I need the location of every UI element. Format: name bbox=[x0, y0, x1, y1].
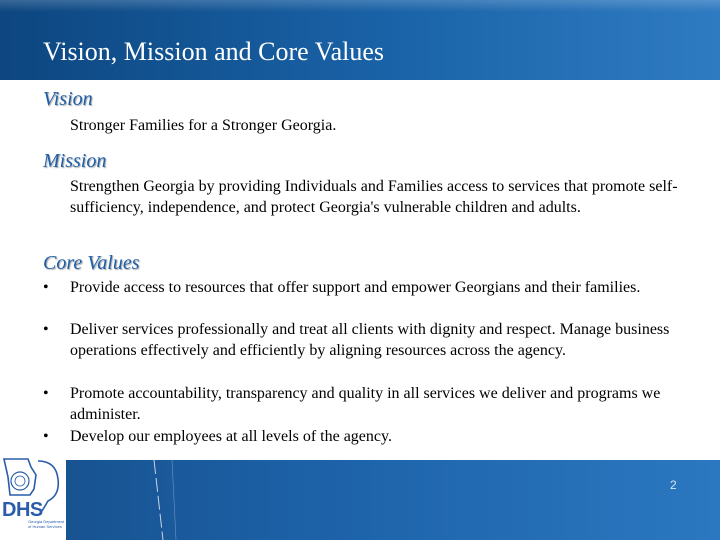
footer-bar bbox=[0, 460, 720, 540]
vision-heading: Vision bbox=[43, 88, 93, 110]
title-bar bbox=[0, 0, 720, 80]
slide-title: Vision, Mission and Core Values bbox=[43, 37, 385, 66]
bullet-icon: • bbox=[43, 428, 49, 445]
footer-decoration bbox=[0, 460, 720, 540]
mission-heading: Mission bbox=[43, 150, 107, 172]
dhs-logo-subtitle: Georgia Department of Human Services bbox=[28, 519, 65, 529]
core-value-text: Promote accountability, transparency and quality in all services we deliver and programs we administer. bbox=[70, 385, 661, 423]
page-number: 2 bbox=[670, 478, 677, 492]
bullet-icon: • bbox=[43, 279, 49, 296]
core-value-text: Provide access to resources that offer support and empower Georgians and their families. bbox=[70, 279, 641, 296]
vision-text: Stronger Families for a Stronger Georgia. bbox=[70, 117, 337, 134]
core-value-text: Deliver services professionally and treat all clients with dignity and respect. Manage business operations effectively and efficiently by aligning resources across the agency. bbox=[70, 321, 670, 359]
mission-text: Strengthen Georgia by providing Individuals and Families access to services that promote self-sufficiency, independence, and protect Georgia's vulnerable children and adults. bbox=[70, 178, 678, 216]
bullet-icon: • bbox=[43, 385, 49, 402]
core-value-text: Develop our employees at all levels of the agency. bbox=[70, 428, 392, 445]
bullet-icon: • bbox=[43, 321, 49, 338]
core-values-heading: Core Values bbox=[43, 252, 140, 274]
dhs-logo-text: DHS bbox=[2, 499, 43, 521]
